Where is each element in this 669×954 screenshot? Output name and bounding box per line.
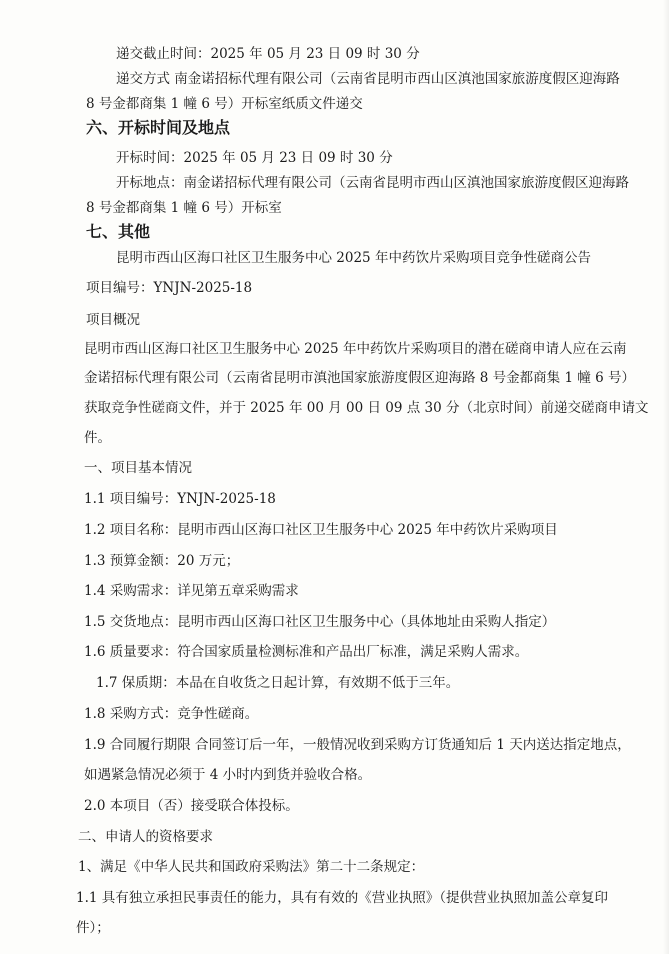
submission-method: 递交方式 南金诺招标代理有限公司（云南省昆明市西山区滇池国家旅游度假区迎海路: [116, 71, 620, 87]
submission-deadline: 递交截止时间：2025 年 05 月 23 日 09 时 30 分: [116, 46, 420, 62]
overview-line-2: 金诺招标代理有限公司（云南省昆明市滇池国家旅游度假区迎海路 8 号金都商集 1 幢 6 号）: [84, 370, 636, 386]
page-edge-shadow: [663, 0, 669, 954]
item-1-5: 1.5 交货地点：昆明市西山区海口社区卫生服务中心（具体地址由采购人指定）: [84, 614, 556, 630]
section-heading-1: 一、项目基本情况: [84, 460, 192, 476]
overview-line-3: 获取竞争性磋商文件，并于 2025 年 00 月 00 日 09 点 30 分（北京时间）前递交磋商申请文: [84, 400, 649, 416]
qualification-1-1-cont: 件）；: [76, 920, 110, 936]
section-heading-6: 六、开标时间及地点: [86, 118, 231, 137]
item-1-3: 1.3 预算金额：20 万元；: [84, 553, 240, 569]
qualification-1: 1、满足《中华人民共和国政府采购法》第二十二条规定：: [78, 859, 425, 875]
overview-line-1: 昆明市西山区海口社区卫生服务中心 2025 年中药饮片采购项目的潜在磋商申请人应在云南: [84, 341, 627, 357]
section-heading-7: 七、其他: [86, 222, 151, 241]
overview-line-4: 件。: [84, 430, 111, 446]
opening-location: 开标地点：南金诺招标代理有限公司（云南省昆明市西山区滇池国家旅游度假区迎海路: [116, 175, 629, 191]
item-1-7: 1.7 保质期：本品在自收货之日起计算，有效期不低于三年。: [96, 675, 460, 691]
item-1-9-cont: 如遇紧急情况必须于 4 小时内到货并验收合格。: [84, 767, 372, 783]
item-1-9: 1.9 合同履行期限 合同签订后一年，一般情况收到采购方订货通知后 1 天内送达指定地点，: [84, 737, 631, 753]
project-overview-heading: 项目概况: [86, 312, 140, 328]
item-1-8: 1.8 采购方式：竞争性磋商。: [84, 706, 259, 722]
item-1-4: 1.4 采购需求：详见第五章采购需求: [84, 583, 299, 599]
opening-time: 开标时间：2025 年 05 月 23 日 09 时 30 分: [116, 150, 393, 166]
opening-location-cont: 8 号金都商集 1 幢 6 号）开标室: [86, 200, 282, 216]
item-1-2: 1.2 项目名称：昆明市西山区海口社区卫生服务中心 2025 年中药饮片采购项目: [84, 522, 558, 538]
announcement-title: 昆明市西山区海口社区卫生服务中心 2025 年中药饮片采购项目竞争性磋商公告: [116, 250, 591, 266]
section-heading-2: 二、申请人的资格要求: [78, 829, 213, 845]
qualification-1-1: 1.1 具有独立承担民事责任的能力，具有有效的《营业执照》（提供营业执照加盖公章复印: [76, 890, 609, 906]
item-1-6: 1.6 质量要求：符合国家质量检测标准和产品出厂标准，满足采购人需求。: [84, 644, 529, 660]
submission-method-cont: 8 号金都商集 1 幢 6 号）开标室纸质文件递交: [86, 96, 363, 112]
item-1-1: 1.1 项目编号：YNJN-2025-18: [84, 491, 276, 507]
project-number: 项目编号：YNJN-2025-18: [86, 280, 253, 296]
item-2-0: 2.0 本项目（否）接受联合体投标。: [84, 798, 299, 814]
